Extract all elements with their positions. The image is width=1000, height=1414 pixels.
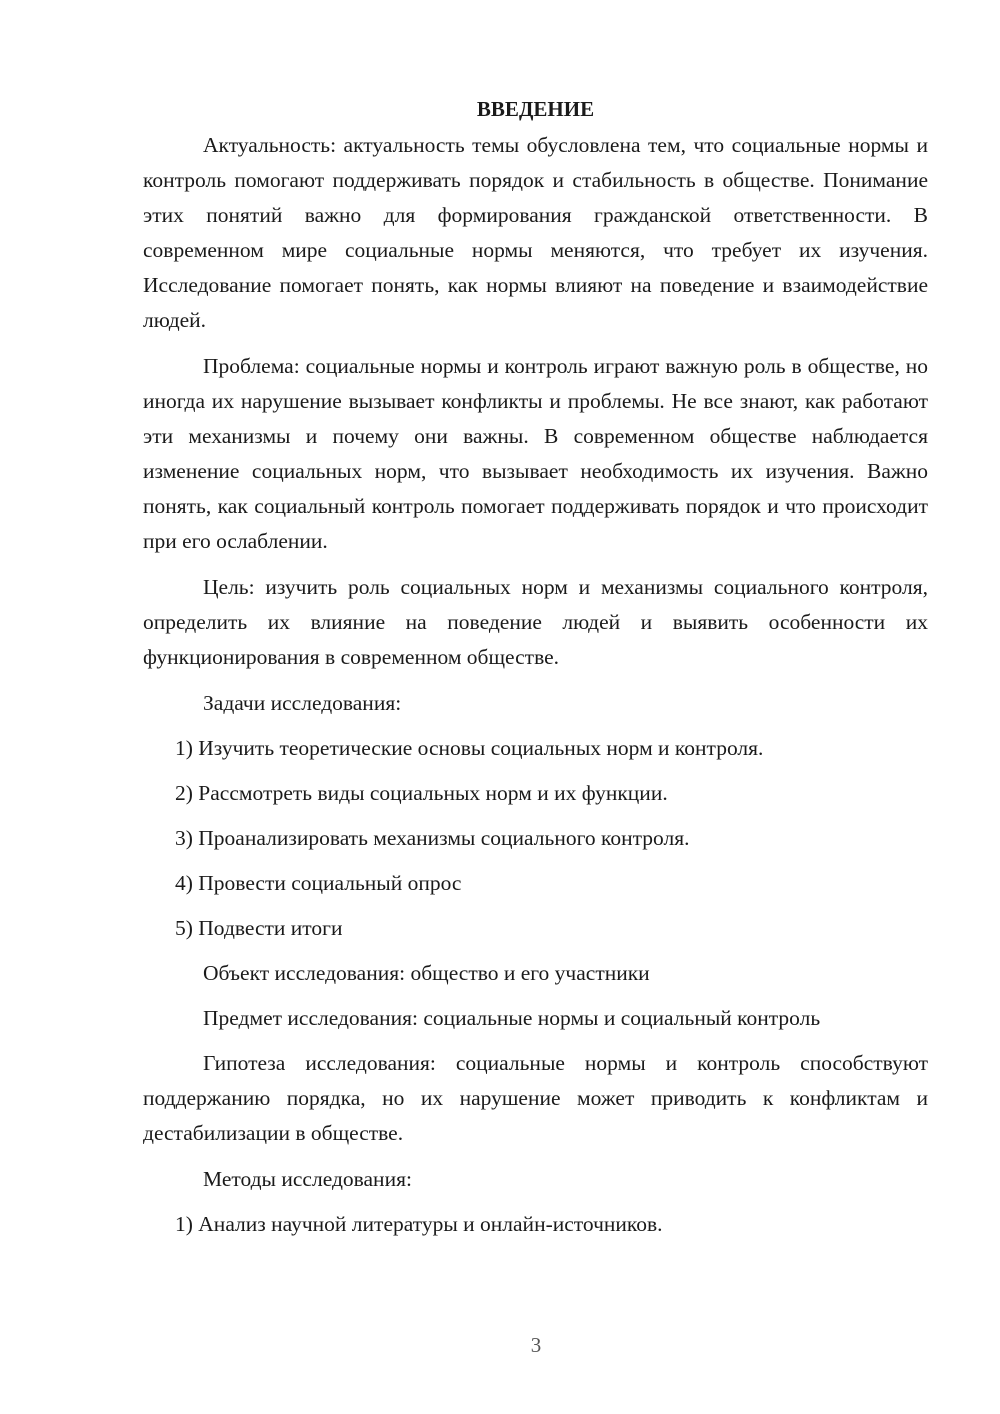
research-subject: Предмет исследования: социальные нормы и социальный контроль xyxy=(203,1006,821,1030)
section-heading: ВВЕДЕНИЕ xyxy=(476,97,595,121)
research-object: Объект исследования: общество и его участники xyxy=(203,961,650,985)
relevance-paragraph: Актуальность: актуальность темы обусловлена тем, что социальные нормы и контроль помогают поддерживать порядок и стабильность в обществе. Понимание этих понятий важно для формирования гражданской ответственности. В современном мире социальные нормы меняются, что требует их изучения. Исследование помогает понять, как нормы влияют на поведение и взаимодействие людей. xyxy=(143,133,928,332)
method-item-1: 1) Анализ научной литературы и онлайн-источников. xyxy=(175,1212,663,1236)
task-item-2: 2) Рассмотреть виды социальных норм и их функции. xyxy=(175,781,668,805)
task-item-4: 4) Провести социальный опрос xyxy=(175,871,462,895)
goal-paragraph: Цель: изучить роль социальных норм и механизмы социального контроля, определить их влияние на поведение людей и выявить особенности их функционирования в современном обществе. xyxy=(143,575,928,669)
page-number: 3 xyxy=(530,1333,542,1357)
task-item-1: 1) Изучить теоретические основы социальных норм и контроля. xyxy=(175,736,764,760)
document-page xyxy=(143,92,928,1252)
task-item-3: 3) Проанализировать механизмы социального контроля. xyxy=(175,826,690,850)
tasks-title: Задачи исследования: xyxy=(203,691,402,715)
problem-paragraph: Проблема: социальные нормы и контроль играют важную роль в обществе, но иногда их нарушение вызывает конфликты и проблемы. Не все знают, как работают эти механизмы и почему они важны. В современном обществе наблюдается изменение социальных норм, что вызывает необходимость их изучения. Важно понять, как социальный контроль помогает поддерживать порядок и что происходит при его ослаблении. xyxy=(143,354,928,553)
methods-title: Методы исследования: xyxy=(203,1167,412,1191)
task-item-5: 5) Подвести итоги xyxy=(175,916,343,940)
hypothesis-paragraph: Гипотеза исследования: социальные нормы и контроль способствуют поддержанию порядка, но их нарушение может приводить к конфликтам и дестабилизации в обществе. xyxy=(143,1051,928,1145)
